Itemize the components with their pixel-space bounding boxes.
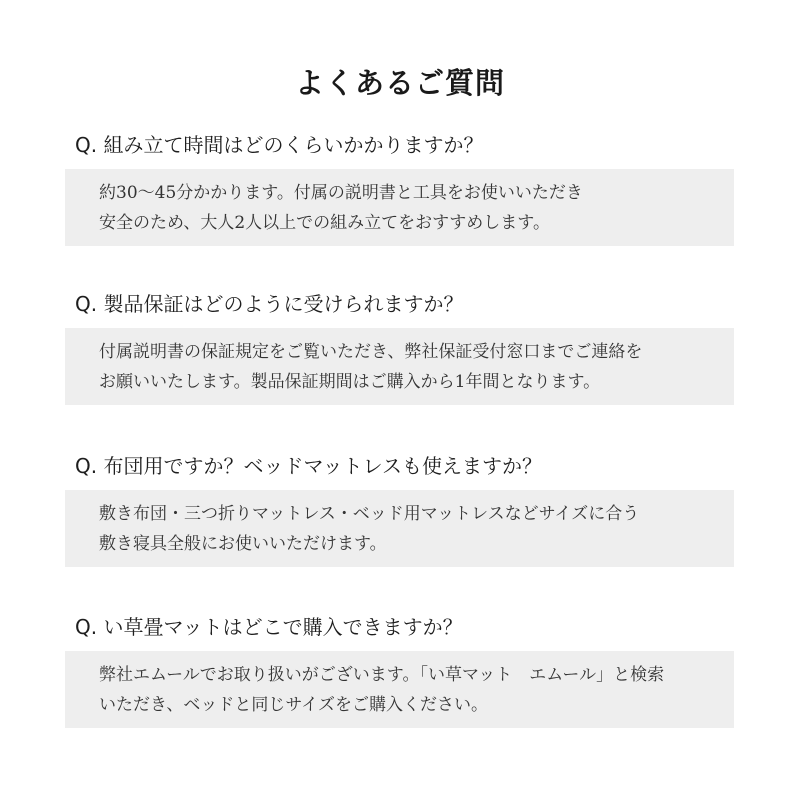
faq-answer-line: 敷き布団・三つ折りマットレス・ベッド用マットレスなどサイズに合う xyxy=(99,504,640,524)
faq-answer xyxy=(65,328,734,405)
faq-answer-line: お願いいたします。製品保証期間はご購入から1年間となります。 xyxy=(99,372,601,392)
faq-item-warranty xyxy=(65,290,734,405)
faq-answer-line: 弊社エムールでお取り扱いがございます。「い草マット エムール」と検索 xyxy=(99,665,665,685)
faq-answer-line: いただき、ベッドと同じサイズをご購入ください。 xyxy=(99,695,488,715)
faq-item-futon-compatibility xyxy=(65,452,734,567)
faq-question: Q. い草畳マットはどこで購入できますか？ xyxy=(75,615,463,639)
faq-answer xyxy=(65,651,734,728)
faq-answer xyxy=(65,490,734,567)
faq-answer-line: 約30～45分かかります。付属の説明書と工具をお使いいただき xyxy=(99,183,583,203)
faq-answer xyxy=(65,169,734,246)
faq-answer-line: 安全のため、大人2人以上での組み立てをおすすめします。 xyxy=(99,213,550,233)
faq-question: Q. 組み立て時間はどのくらいかかりますか？ xyxy=(75,133,484,157)
faq-item-assembly-time xyxy=(65,131,734,246)
page-title: よくあるご質問 xyxy=(294,66,505,101)
faq-answer-line: 敷き寝具全般にお使いいただけます。 xyxy=(99,534,387,554)
faq-item-where-to-buy xyxy=(65,613,734,728)
faq-question: Q. 布団用ですか？ベッドマットレスも使えますか？ xyxy=(75,454,543,478)
faq-answer-line: 付属説明書の保証規定をご覧いただき、弊社保証受付窓口までご連絡を xyxy=(99,342,643,362)
faq-question: Q. 製品保証はどのように受けられますか？ xyxy=(75,292,464,316)
